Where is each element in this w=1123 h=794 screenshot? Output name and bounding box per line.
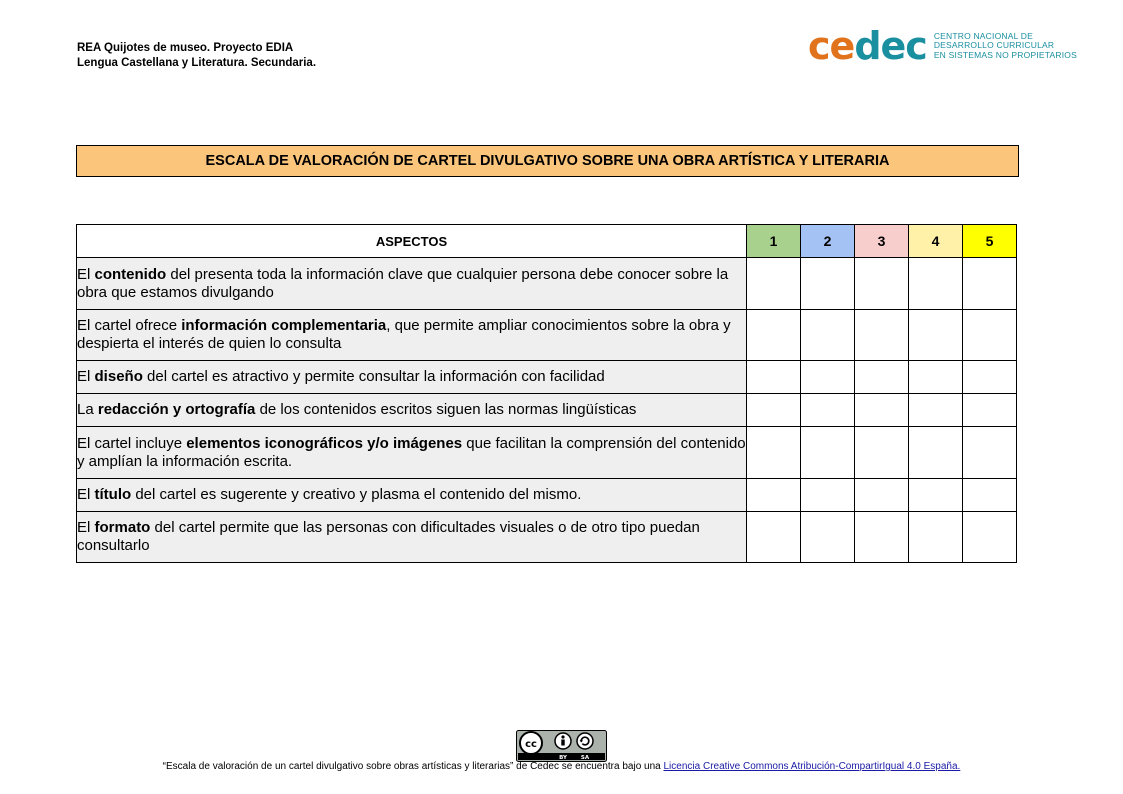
score-header-5: 5 xyxy=(963,225,1017,258)
svg-text:SA: SA xyxy=(580,755,590,761)
score-cell-1[interactable] xyxy=(747,427,801,479)
table-header-row xyxy=(77,225,1017,258)
table-row xyxy=(77,361,1017,394)
license-text: “Escala de valoración de un cartel divulgativo sobre obras artísticas y literarias” de Cedec se encuentra bajo una xyxy=(162,761,664,772)
score-cell-4[interactable] xyxy=(909,258,963,310)
aspect-description: La redacción y ortografía de los contenidos escritos siguen las normas lingüísticas xyxy=(77,394,747,427)
score-cell-5[interactable] xyxy=(963,512,1017,563)
score-cell-4[interactable] xyxy=(909,479,963,512)
aspect-description: El cartel incluye elementos iconográficos y/o imágenes que facilitan la comprensión del contenido y amplían la información escrita. xyxy=(77,427,747,479)
score-cell-5[interactable] xyxy=(963,258,1017,310)
table-row xyxy=(77,394,1017,427)
score-cell-3[interactable] xyxy=(855,427,909,479)
score-cell-3[interactable] xyxy=(855,361,909,394)
page-title: ESCALA DE VALORACIÓN DE CARTEL DIVULGATIVO SOBRE UNA OBRA ARTÍSTICA Y LITERARIA xyxy=(76,145,1019,177)
cc-by-sa-icon xyxy=(516,730,607,762)
score-cell-3[interactable] xyxy=(855,479,909,512)
score-cell-1[interactable] xyxy=(747,512,801,563)
score-cell-4[interactable] xyxy=(909,394,963,427)
aspect-keyword: redacción y ortografía xyxy=(97,401,256,418)
table-row xyxy=(77,427,1017,479)
score-cell-2[interactable] xyxy=(801,479,855,512)
score-cell-2[interactable] xyxy=(801,361,855,394)
aspect-description: El diseño del cartel es atractivo y permite consultar la información con facilidad xyxy=(77,361,747,394)
svg-text:BY: BY xyxy=(559,755,567,761)
aspect-keyword: información complementaria xyxy=(181,317,387,334)
score-cell-4[interactable] xyxy=(909,361,963,394)
score-cell-1[interactable] xyxy=(747,394,801,427)
table-row xyxy=(77,258,1017,310)
cedec-logo xyxy=(808,26,1077,66)
aspect-keyword: elementos iconográficos y/o imágenes xyxy=(186,434,463,452)
score-cell-3[interactable] xyxy=(855,258,909,310)
score-cell-3[interactable] xyxy=(855,512,909,563)
score-cell-4[interactable] xyxy=(909,427,963,479)
document-header xyxy=(77,41,316,71)
aspect-keyword: diseño xyxy=(94,368,143,385)
score-header-1: 1 xyxy=(747,225,801,258)
score-cell-2[interactable] xyxy=(801,258,855,310)
aspect-description: El contenido del presenta toda la información clave que cualquier persona debe conocer sobre la obra que estamos divulgando xyxy=(77,258,747,310)
score-cell-5[interactable] xyxy=(963,310,1017,361)
score-cell-3[interactable] xyxy=(855,394,909,427)
cedec-logo-caption: CENTRO NACIONAL DE DESARROLLO CURRICULAR EN SISTEMAS NO PROPIETARIOS xyxy=(933,30,1077,60)
score-cell-5[interactable] xyxy=(963,427,1017,479)
score-cell-4[interactable] xyxy=(909,512,963,563)
score-cell-1[interactable] xyxy=(747,479,801,512)
aspect-keyword: contenido xyxy=(94,265,167,283)
score-cell-5[interactable] xyxy=(963,361,1017,394)
aspect-description: El formato del cartel permite que las personas con dificultades visuales o de otro tipo puedan consultarlo xyxy=(77,512,747,563)
svg-text:cc: cc xyxy=(525,739,537,750)
score-cell-3[interactable] xyxy=(855,310,909,361)
score-cell-4[interactable] xyxy=(909,310,963,361)
score-cell-5[interactable] xyxy=(963,479,1017,512)
score-header-4: 4 xyxy=(909,225,963,258)
aspect-keyword: formato xyxy=(94,519,151,536)
score-cell-1[interactable] xyxy=(747,258,801,310)
score-cell-1[interactable] xyxy=(747,310,801,361)
header-project: REA Quijotes de museo. Proyecto EDIA xyxy=(77,42,294,54)
license-footer xyxy=(0,761,1123,772)
score-header-3: 3 xyxy=(855,225,909,258)
score-cell-5[interactable] xyxy=(963,394,1017,427)
aspect-description: El cartel ofrece información complementaria, que permite ampliar conocimientos sobre la obra y despierta el interés de quien lo consulta xyxy=(77,310,747,361)
assessment-table xyxy=(76,224,1017,563)
aspect-description: El título del cartel es sugerente y creativo y plasma el contenido del mismo. xyxy=(77,479,747,512)
score-cell-2[interactable] xyxy=(801,427,855,479)
score-cell-2[interactable] xyxy=(801,394,855,427)
aspect-keyword: título xyxy=(94,486,132,503)
table-row xyxy=(77,479,1017,512)
table-row xyxy=(77,512,1017,563)
table-row xyxy=(77,310,1017,361)
score-cell-2[interactable] xyxy=(801,512,855,563)
score-cell-1[interactable] xyxy=(747,361,801,394)
score-header-2: 2 xyxy=(801,225,855,258)
score-cell-2[interactable] xyxy=(801,310,855,361)
aspects-header: ASPECTOS xyxy=(77,225,747,258)
header-subject: Lengua Castellana y Literatura. Secundaria. xyxy=(77,57,317,69)
cedec-logo-word: cedec xyxy=(808,24,927,68)
license-link[interactable]: Licencia Creative Commons Atribución-CompartirIgual 4.0 España. xyxy=(663,761,961,772)
